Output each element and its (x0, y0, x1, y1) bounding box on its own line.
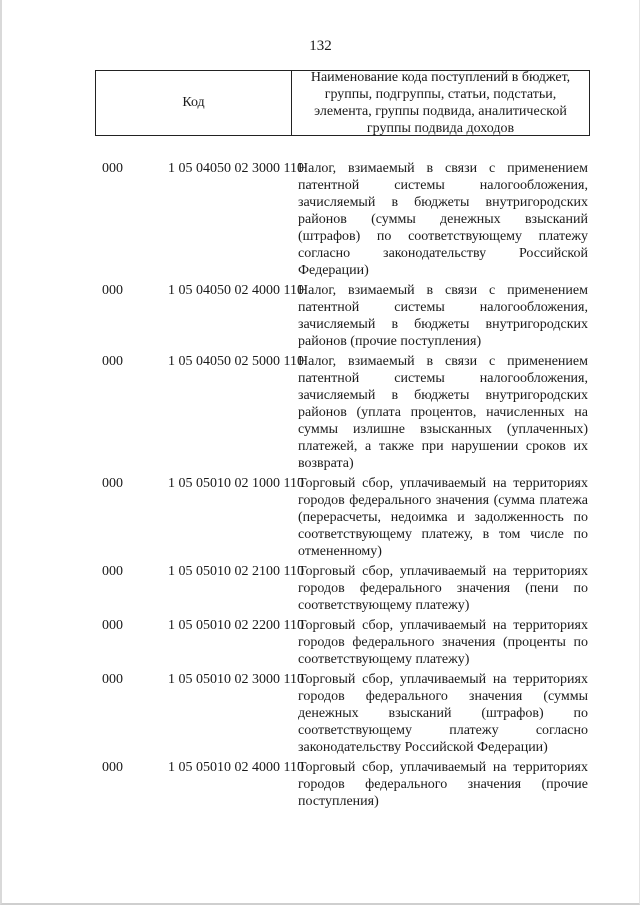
row-admin-code: 000 (102, 161, 123, 176)
table-row (2, 475, 640, 560)
row-income-name: Налог, взимаемый в связи с применением патентной системы налогообложения, зачисляемый в бюджеты внутригородских районов (суммы денежных взысканий (штрафов) по соответствующему платежу согласно законодательству Российской Федерации) (298, 161, 588, 278)
header-code-cell: Код (96, 71, 292, 135)
row-income-code: 1 05 04050 02 3000 110 (168, 161, 304, 176)
table-row (2, 617, 640, 668)
row-income-code: 1 05 05010 02 3000 110 (168, 672, 304, 687)
row-admin-code: 000 (102, 618, 123, 633)
page-number: 132 (309, 38, 332, 54)
table-row (2, 671, 640, 756)
table-body (2, 160, 640, 810)
row-income-name: Торговый сбор, уплачиваемый на территориях городов федерального значения (сумма платежа (перерасчеты, недоимка и задолженность по соответствующему платежу, в том числе по отмененному) (298, 476, 588, 559)
table-row (2, 160, 640, 279)
row-income-code: 1 05 05010 02 2200 110 (168, 618, 304, 633)
row-admin-code: 000 (102, 564, 123, 579)
table-row (2, 759, 640, 810)
table-row (2, 563, 640, 614)
row-income-name: Торговый сбор, уплачиваемый на территориях городов федерального значения (прочие поступления) (298, 760, 588, 809)
row-income-name: Налог, взимаемый в связи с применением патентной системы налогообложения, зачисляемый в бюджеты внутригородских районов (прочие поступления) (298, 283, 588, 349)
row-admin-code: 000 (102, 476, 123, 491)
table-header (95, 70, 590, 136)
row-income-code: 1 05 05010 02 4000 110 (168, 760, 304, 775)
row-income-name: Торговый сбор, уплачиваемый на территориях городов федерального значения (суммы денежных взысканий (штрафов) по соответствующему платежу согласно законодательству Российской Федерации) (298, 672, 588, 755)
row-admin-code: 000 (102, 283, 123, 298)
row-income-code: 1 05 04050 02 4000 110 (168, 283, 304, 298)
header-name-cell: Наименование кода поступлений в бюджет, группы, подгруппы, статьи, подстатьи, элемента, группы подвида, аналитической группы подвида доходов (310, 70, 571, 136)
row-admin-code: 000 (102, 760, 123, 775)
row-income-code: 1 05 05010 02 1000 110 (168, 476, 304, 491)
row-admin-code: 000 (102, 354, 123, 369)
row-admin-code: 000 (102, 672, 123, 687)
table-row (2, 282, 640, 350)
row-income-code: 1 05 05010 02 2100 110 (168, 564, 304, 579)
row-income-code: 1 05 04050 02 5000 110 (168, 354, 304, 369)
row-income-name: Торговый сбор, уплачиваемый на территориях городов федерального значения (проценты по соответствующему платежу) (298, 618, 588, 667)
table-row (2, 353, 640, 472)
row-income-name: Торговый сбор, уплачиваемый на территориях городов федерального значения (пени по соответствующему платежу) (298, 564, 588, 613)
row-income-name: Налог, взимаемый в связи с применением патентной системы налогообложения, зачисляемый в бюджеты внутригородских районов (уплата процентов, начисленных на суммы излишне взысканных (уплаченных) платежей, а также при нарушении сроков их возврата) (298, 354, 588, 471)
